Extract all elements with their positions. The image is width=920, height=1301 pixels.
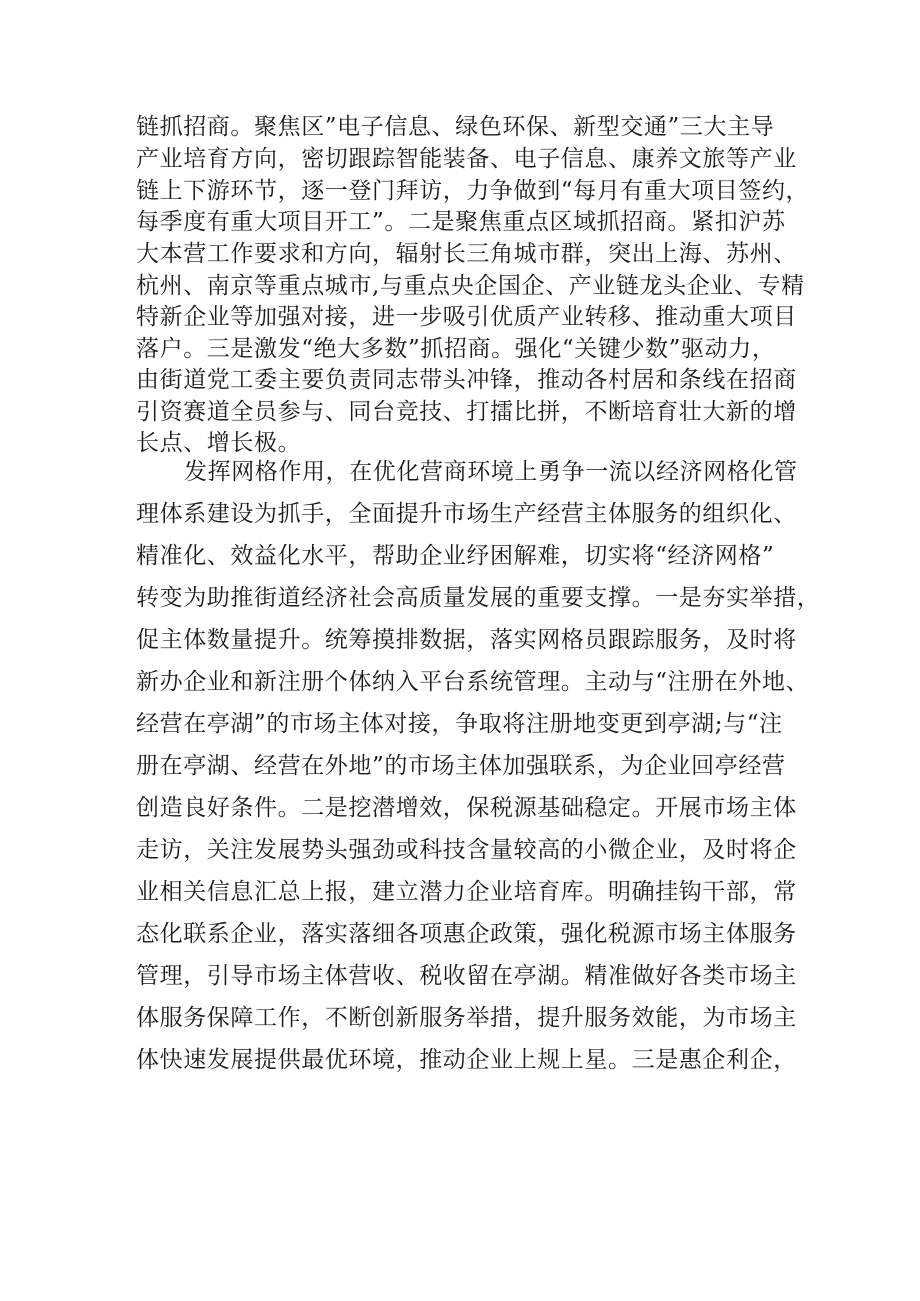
text-line: 管理，引导市场主体营收、税收留在亭湖。精准做好各类市场主 [136, 963, 797, 989]
text-line: 杭州、南京等重点城市,与重点央企国企、产业链龙头企业、专精 [136, 273, 805, 299]
text-line: 促主体数量提升。统筹摸排数据，落实网格员跟踪服务，及时将 [136, 627, 797, 653]
text-line: 落户。三是激发“绝大多数”抓招商。强化“关键少数”驱动力， [136, 336, 776, 362]
text-line: 链抓招商。聚焦区”电子信息、绿色环保、新型交通”三大主导 [136, 114, 775, 140]
text-line: 创造良好条件。二是挖潜增效，保税源基础稳定。开展市场主体 [136, 795, 797, 821]
text-line: 精准化、效益化水平，帮助企业纾困解难，切实将“经济网格” [136, 543, 775, 569]
text-line: 态化联系企业，落实落细各项惠企政策，强化税源市场主体服务 [136, 921, 797, 947]
text-line: 转变为助推街道经济社会高质量发展的重要支撑。一是夯实举措， [136, 585, 821, 611]
text-line: 由街道党工委主要负责同志带头冲锋，推动各村居和条线在招商 [136, 367, 797, 393]
text-line: 体快速发展提供最优环境，推动企业上规上星。三是惠企利企， [136, 1047, 797, 1073]
text-line: 产业培育方向，密切跟踪智能装备、电子信息、康养文旅等产业 [136, 146, 797, 172]
text-line: 特新企业等加强对接，进一步吸引优质产业转移、推动重大项目 [136, 304, 797, 330]
text-line: 长点、增长极。 [136, 430, 302, 456]
text-line: 每季度有重大项目开工”。二是聚焦重点区域抓招商。紧扣沪苏 [136, 209, 786, 235]
text-line: 走访，关注发展势头强劲或科技含量较高的小微企业，及时将企 [136, 837, 797, 863]
text-line: 大本营工作要求和方向，辐射长三角城市群，突出上海、苏州、 [136, 241, 797, 267]
text-line: 新办企业和新注册个体纳入平台系统管理。主动与“注册在外地、 [136, 669, 810, 695]
text-line: 发挥网格作用，在优化营商环境上勇争一流以经济网格化管 [184, 459, 798, 485]
text-line: 链上下游环节，逐一登门拜访，力争做到“每月有重大项目签约， [136, 178, 810, 204]
text-line: 册在亭湖、经营在外地”的市场主体加强联系，为企业回亭经营 [136, 753, 786, 779]
text-line: 引资赛道全员参与、同台竞技、打擂比拼，不断培育壮大新的增 [136, 399, 797, 425]
text-line: 体服务保障工作，不断创新服务举措，提升服务效能，为市场主 [136, 1005, 797, 1031]
text-line: 理体系建设为抓手，全面提升市场生产经营主体服务的组织化、 [136, 501, 797, 527]
text-line: 经营在亭湖”的市场主体对接，争取将注册地变更到亭湖;与“注 [136, 711, 783, 737]
text-line: 业相关信息汇总上报，建立潜力企业培育库。明确挂钩干部，常 [136, 879, 797, 905]
